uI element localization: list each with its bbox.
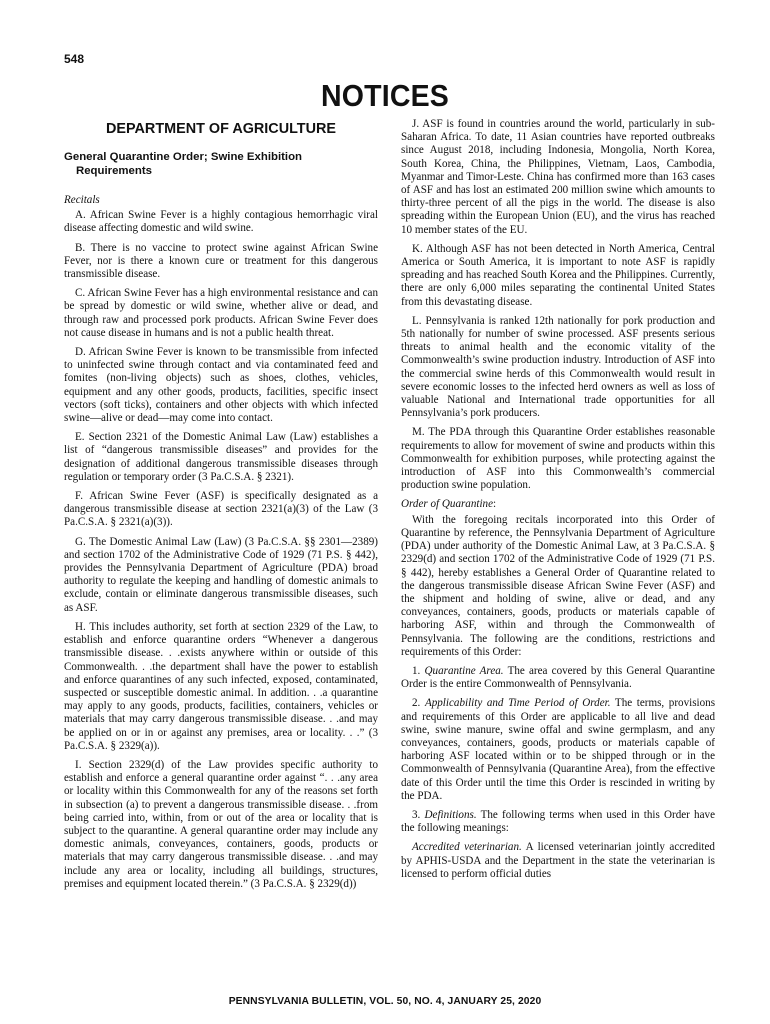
recital-paragraph: M. The PDA through this Quarantine Order establishes reasonable requirements to allow for movement of swine and products within this Commonwealth for exhibition purposes, while protecting against the introduction of ASF into this Commonwealth’s commercial production swine population. [401,426,715,492]
definition-text: A licensed veterinarian jointly accredited by APHIS-USDA and the Department in the state the veterinarian is licensed to perform official duties [401,841,715,880]
order-intro-paragraph: With the foregoing recitals incorporated into this Order of Quarantine by reference, the Pennsylvania Department of Agriculture (PDA) under authority of the Domestic Animal Law, at 3 Pa.C.S.A. § 2329(d) and section 1702 of the Administrative Code of 1929 (71 P.S. § 442), hereby establishes a General Order of Quarantine related to the dangerous transmissible disease African Swine Fever (ASF) and the shipment and holding of swine, alive or dead, and any conveyances, containers, goods, products or materials capable of harboring ASF, within and through the Commonwealth of Pennsylvania. The following are the conditions, restrictions and requirements of this Order: [401,513,715,658]
left-column [64,118,378,897]
page-number: 548 [64,52,85,66]
recital-paragraph: J. ASF is found in countries around the world, particularly in sub-Saharan Africa. To date, 11 Asian countries have reported outbreaks since August 2018, including Indonesia, Mongolia, North Korea, South Korea, China, the Philippines, Vietnam, Laos, Cambodia, Myanmar and Timor-Leste. China has confirmed more than 163 cases of ASF and has lost an estimated 200 million swine which amounts to thirty-three percent of all the pigs in the world. The disease is also spreading within the European Union (EU), and the virus has reached 10 member states of the EU. [401,118,715,236]
definition-paragraph [401,841,715,881]
item-text: The terms, provisions and requirements of this Order are applicable to all live and dead swine, swine manure, swine offal and swine germplasm, and any conveyances, containers, goods, products or materials capable of harboring ASF located within or to be shipped through or in the Commonwealth of Pennsylvania (Quarantine Area), from the effective date of this Order until the time this Order is rescinded in writing by the PDA. [401,697,716,802]
recital-paragraph: D. African Swine Fever is known to be transmissible from infected to uninfected swine through contact and via contaminated feed and fomites (non-living objects) such as shoes, clothes, vehicles, equipment and any other goods, products, facilities, specific insect vectors (soft ticks), containers and other objects with which infected swine—alive or dead—may come into contact. [64,346,378,425]
order-title: General Quarantine Order; Swine Exhibition Requirements [64,151,302,177]
definition-term: Accredited veterinarian. [412,841,522,854]
recitals-heading: Recitals [64,194,100,206]
item-text: The following terms when used in this Order have the following meanings: [401,808,716,835]
item-text: The area covered by this General Quarantine Order is the entire Commonwealth of Pennsylvania. [401,664,715,691]
right-column [401,118,715,887]
order-heading-text: Order of Quarantine [401,498,494,511]
department-heading: DEPARTMENT OF AGRICULTURE [106,121,336,137]
recital-paragraph: F. African Swine Fever (ASF) is specifically designated as a dangerous transmissible disease at section 2321(a)(3) of the Law (3 Pa.C.S.A. § 2321(a)(3)). [64,490,378,529]
recital-paragraph: L. Pennsylvania is ranked 12th nationally for pork production and 5th nationally for number of swine processed. ASF presents serious threats to animal health and the economic vitality of the Commonwealth’s swine production industry. Introduction of ASF into the commercial swine herds of this Commonwealth would result in severe economic losses to the infected herd owners as well as loss of valuable National and International trade opportunities for all Pennsylvania’s pork producers. [401,314,715,420]
recital-paragraph: C. African Swine Fever has a high environmental resistance and can be spread by domestic or wild swine, whether alive or dead, and through raw and processed pork products. African Swine Fever does not cause disease in humans and is not a public health threat. [64,287,378,339]
recital-paragraph: H. This includes authority, set forth at section 2329 of the Law, to establish and enforce quarantine orders “Whenever a dangerous transmissible disease. . .exists anywhere within or outside of this Commonwealth. . .the department shall have the power to establish and enforce quarantines of any such infected, exposed, contaminated, suspected or susceptible domestic animal. In addition. . .a quarantine may apply to any goods, products, facilities, containers, vehicles or materials that may carry dangerous transmissible disease. . .and may be applied on or in or against any premises, area or locality. . .” (3 Pa.C.S.A. § 2329(a)). [64,620,378,752]
recital-paragraph: E. Section 2321 of the Domestic Animal Law (Law) establishes a list of “dangerous transmissible diseases” and provides for the designation of additional dangerous transmissible diseases through regulation or temporary order (3 Pa.C.S.A. § 2321). [64,431,378,483]
order-item [401,809,715,835]
recital-paragraph: G. The Domestic Animal Law (Law) (3 Pa.C.S.A. §§ 2301—2389) and section 1702 of the Administrative Code of 1929 (71 P.S. § 442), provides the Pennsylvania Department of Agriculture (PDA) broad authority to regulate the keeping and handling of domestic animals to exclude, contain or eliminate dangerous transmissible diseases, such as ASF. [64,535,378,614]
section-title: NOTICES [320,78,450,113]
order-heading-colon: : [493,498,497,511]
order-item [401,697,715,803]
recital-paragraph: B. There is no vaccine to protect swine against African Swine Fever, nor is there a known cure or treatment for this dangerous transmissible disease. [64,241,378,281]
item-heading: Definitions. [424,808,477,821]
recital-paragraph: A. African Swine Fever is a highly contagious hemorrhagic viral disease affecting domestic and wild swine. [64,209,378,235]
order-item [401,665,715,691]
item-heading: Applicability and Time Period of Order. [424,697,611,710]
item-number: 1. [412,664,421,677]
recital-paragraph: K. Although ASF has not been detected in North America, Central America or South America, it is important to note ASF is rapidly spreading and has reached South Korea and the Philippines. Currently, there are only 6,000 miles separating the continental United States from this devastating disease. [401,242,715,308]
item-number: 3. [412,808,421,821]
item-number: 2. [412,697,421,710]
recital-paragraph: I. Section 2329(d) of the Law provides specific authority to establish and enforce a general quarantine order against “. . .any area or locality within this Commonwealth for any of the reasons set forth in subsection (a) to prevent a dangerous transmissible disease. . .from being carried into, within, from or out of the area or locality that is subject to the quarantine. A general quarantine order may include any domestic animals, conveyances, containers, goods, products or materials that may carry dangerous transmissible disease. . .and may include any area or locality, including all buildings, structures, premises and equipment located therein.” (3 Pa.C.S.A. § 2329(d)) [64,758,378,890]
order-heading [401,498,715,511]
item-heading: Quarantine Area. [424,664,504,677]
bulletin-footer: PENNSYLVANIA BULLETIN, VOL. 50, NO. 4, JANUARY 25, 2020 [228,996,542,1007]
